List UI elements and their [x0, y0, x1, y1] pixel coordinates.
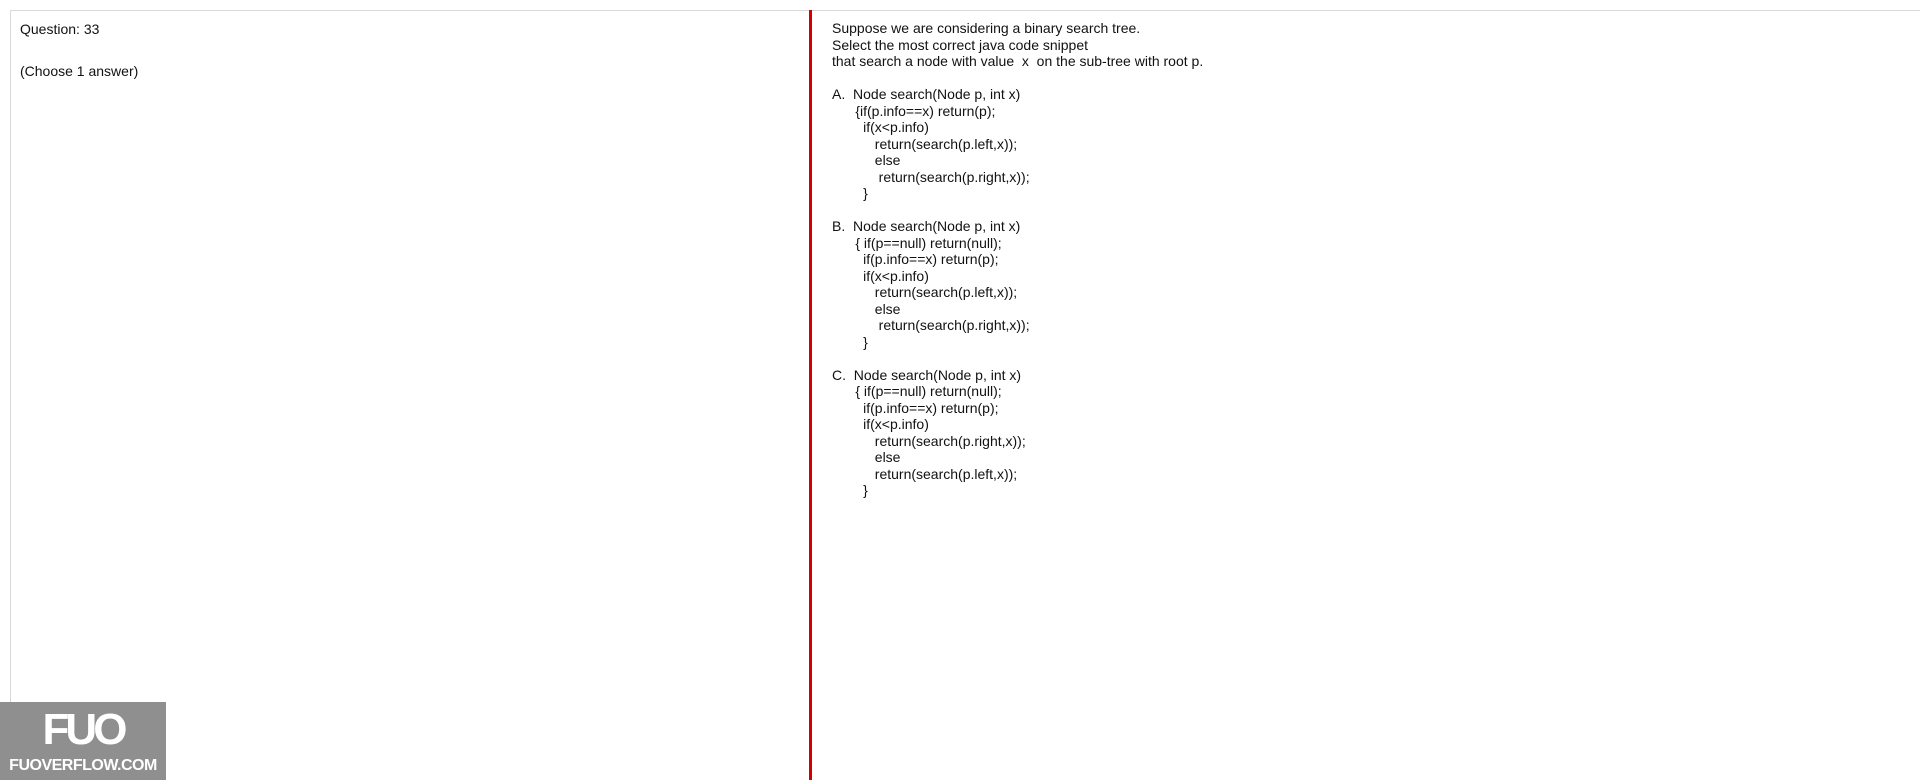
watermark-logo-mark: FUO	[42, 705, 124, 754]
question-number: Question: 33	[20, 21, 100, 37]
question-info-panel	[10, 10, 809, 780]
question-text: Suppose we are considering a binary search tree. Select the most correct java code snippet that search a node with value x on the sub-tree with root p. A. Node search(Node p, int x) {if(p.info==x) return(p); if(x<p.info) return(search(p.left,x)); else return(search(p.right,x)); } B. Node search(Node p, int x) { if(p==null) return(null); if(p.info==x) return(p); if(x<p.info) return(search(p.left,x)); else return(search(p.right,x)); } C. Node search(Node p, int x) { if(p==null) return(null); if(p.info==x) return(p); if(x<p.info) return(search(p.right,x)); else return(search(p.left,x)); }	[832, 20, 1204, 498]
question-content-panel	[812, 10, 1920, 780]
watermark-site-text: FUOVERFLOW.COM	[9, 757, 157, 774]
choose-answer-note: (Choose 1 answer)	[20, 63, 139, 79]
watermark-logo	[0, 702, 166, 780]
